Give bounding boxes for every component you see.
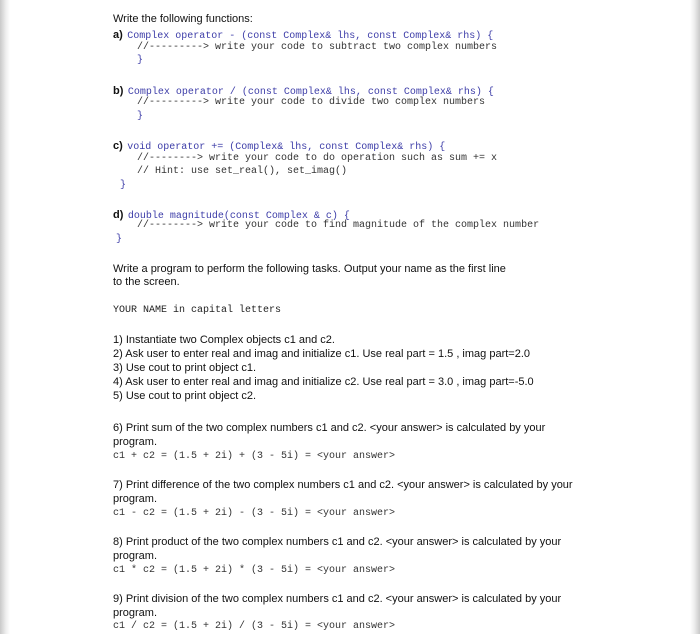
operation-6-line-1: 6) Print sum of the two complex numbers c1 and c2. <your answer> is calculated by your	[113, 422, 546, 434]
operation-9-line-2: program.	[113, 607, 158, 619]
function-d-signature: double magnitude(const Complex & c) {	[127, 211, 350, 222]
program-intro-line-2: to the screen.	[113, 276, 180, 288]
operation-8-code: c1 * c2 = (1.5 + 2i) * (3 - 5i) = <your answer>	[113, 565, 396, 576]
function-d-letter: d)	[113, 209, 124, 221]
operation-8-line-2: program.	[113, 550, 158, 562]
function-a-comment: //---------> write your code to subtract two complex numbers	[137, 42, 498, 53]
task-1: 1) Instantiate two Complex objects c1 and c2.	[113, 334, 335, 346]
document-page	[113, 0, 688, 634]
function-b-signature: Complex operator / (const Complex& lhs, const Complex& rhs) {	[127, 87, 494, 98]
operation-7-code: c1 - c2 = (1.5 + 2i) - (3 - 5i) = <your answer>	[113, 508, 396, 519]
function-d-comment: //--------> write your code to find magnitude of the complex number	[137, 220, 540, 231]
operation-8-line-1: 8) Print product of the two complex numbers c1 and c2. <your answer> is calculated by your	[113, 536, 562, 548]
page-edge-right	[690, 0, 700, 634]
function-c-comment-2: // Hint: use set_real(), set_imag()	[137, 166, 348, 177]
task-5: 5) Use cout to print object c2.	[113, 390, 257, 402]
task-3: 3) Use cout to print object c1.	[113, 362, 257, 374]
page-edge-left	[0, 0, 10, 634]
operation-9-code: c1 / c2 = (1.5 + 2i) / (3 - 5i) = <your answer>	[113, 621, 396, 632]
operation-7-line-2: program.	[113, 493, 158, 505]
task-4: 4) Ask user to enter real and imag and initialize c2. Use real part = 3.0 , imag part=-5.0	[113, 376, 534, 388]
function-c-comment-1: //--------> write your code to do operation such as sum += x	[137, 153, 498, 164]
function-d-closing: }	[116, 234, 123, 245]
name-line: YOUR NAME in capital letters	[113, 305, 282, 316]
function-a-signature: Complex operator - (const Complex& lhs, const Complex& rhs) {	[127, 31, 494, 42]
function-c-letter: c)	[113, 140, 123, 152]
function-b-letter: b)	[113, 85, 124, 97]
function-c-closing: }	[120, 180, 127, 191]
function-a-letter: a)	[113, 29, 123, 41]
function-b-comment: //---------> write your code to divide two complex numbers	[137, 97, 486, 108]
operation-6-line-2: program.	[113, 436, 158, 448]
task-2: 2) Ask user to enter real and imag and initialize c1. Use real part = 1.5 , imag part=2.0	[113, 348, 531, 360]
function-a-closing: }	[137, 55, 144, 66]
operation-7-line-1: 7) Print difference of the two complex numbers c1 and c2. <your answer> is calculated by your	[113, 479, 573, 491]
program-intro-line-1: Write a program to perform the following tasks. Output your name as the first line	[113, 263, 506, 275]
heading: Write the following functions:	[113, 13, 253, 25]
operation-6-code: c1 + c2 = (1.5 + 2i) + (3 - 5i) = <your answer>	[113, 451, 396, 462]
operation-9-line-1: 9) Print division of the two complex numbers c1 and c2. <your answer> is calculated by your	[113, 593, 562, 605]
function-b-closing: }	[137, 111, 144, 122]
function-c-signature: void operator += (Complex& lhs, const Complex& rhs) {	[127, 142, 446, 153]
